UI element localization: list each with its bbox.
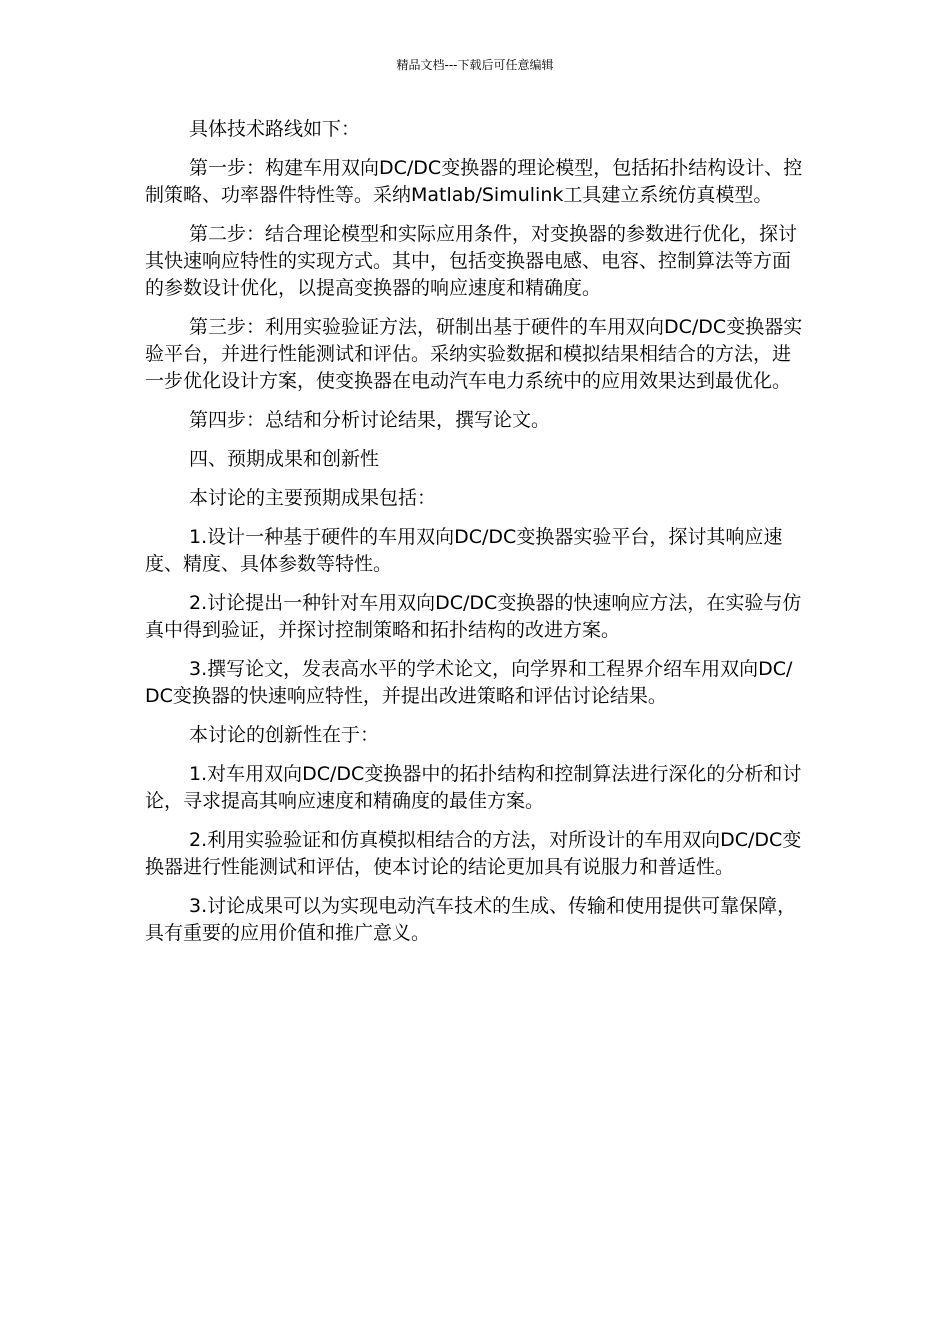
paragraph-innovation-1: 1.对车用双向DC/DC变换器中的拓扑结构和控制算法进行深化的分析和讨论，寻求提高其响应速度和精确度的最佳方案。 (145, 763, 802, 812)
paragraph-step-1: 第一步：构建车用双向DC/DC变换器的理论模型，包括拓扑结构设计、控制策略、功率器件特性等。采纳Matlab/Simulink工具建立系统仿真模型。 (145, 157, 803, 206)
paragraph-step-2: 第二步：结合理论模型和实际应用条件，对变换器的参数进行优化，探讨其快速响应特性的实现方式。其中，包括变换器电感、电容、控制算法等方面的参数设计优化，以提高变换器的响应速度和精确度。 (145, 223, 798, 299)
paragraph-outcome-2: 2.讨论提出一种针对车用双向DC/DC变换器的快速响应方法，在实验与仿真中得到验证，并探讨控制策略和拓扑结构的改进方案。 (145, 592, 802, 641)
paragraph-route-intro: 具体技术路线如下： (189, 118, 361, 140)
paragraph-step-3: 第三步：利用实验验证方法，研制出基于硬件的车用双向DC/DC变换器实验平台，并进行性能测试和评估。采纳实验数据和模拟结果相结合的方法，进一步优化设计方案，使变换器在电动汽车电力系统中的应用效果达到最优化。 (145, 316, 803, 392)
document-body (145, 116, 805, 959)
paragraph-outcome-1: 1.设计一种基于硬件的车用双向DC/DC变换器实验平台，探讨其响应速度、精度、具体参数等特性。 (145, 526, 783, 575)
paragraph-innovation-intro: 本讨论的创新性在于： (189, 724, 380, 746)
page-header: 精品文档---下载后可任意编辑 (396, 58, 554, 72)
paragraph-innovation-3: 3.讨论成果可以为实现电动汽车技术的生成、传输和使用提供可靠保障，具有重要的应用价值和推广意义。 (145, 895, 797, 944)
paragraph-innovation-2: 2.利用实验验证和仿真模拟相结合的方法，对所设计的车用双向DC/DC变换器进行性能测试和评估，使本讨论的结论更加具有说服力和普适性。 (145, 829, 802, 878)
paragraph-step-4: 第四步：总结和分析讨论结果，撰写论文。 (189, 409, 551, 431)
section-heading-outcomes: 四、预期成果和创新性 (189, 448, 380, 470)
paragraph-outcomes-intro: 本讨论的主要预期成果包括： (189, 487, 437, 509)
paragraph-outcome-3: 3.撰写论文，发表高水平的学术论文，向学界和工程界介绍车用双向DC/DC变换器的快速响应特性，并提出改进策略和评估讨论结果。 (145, 658, 793, 707)
